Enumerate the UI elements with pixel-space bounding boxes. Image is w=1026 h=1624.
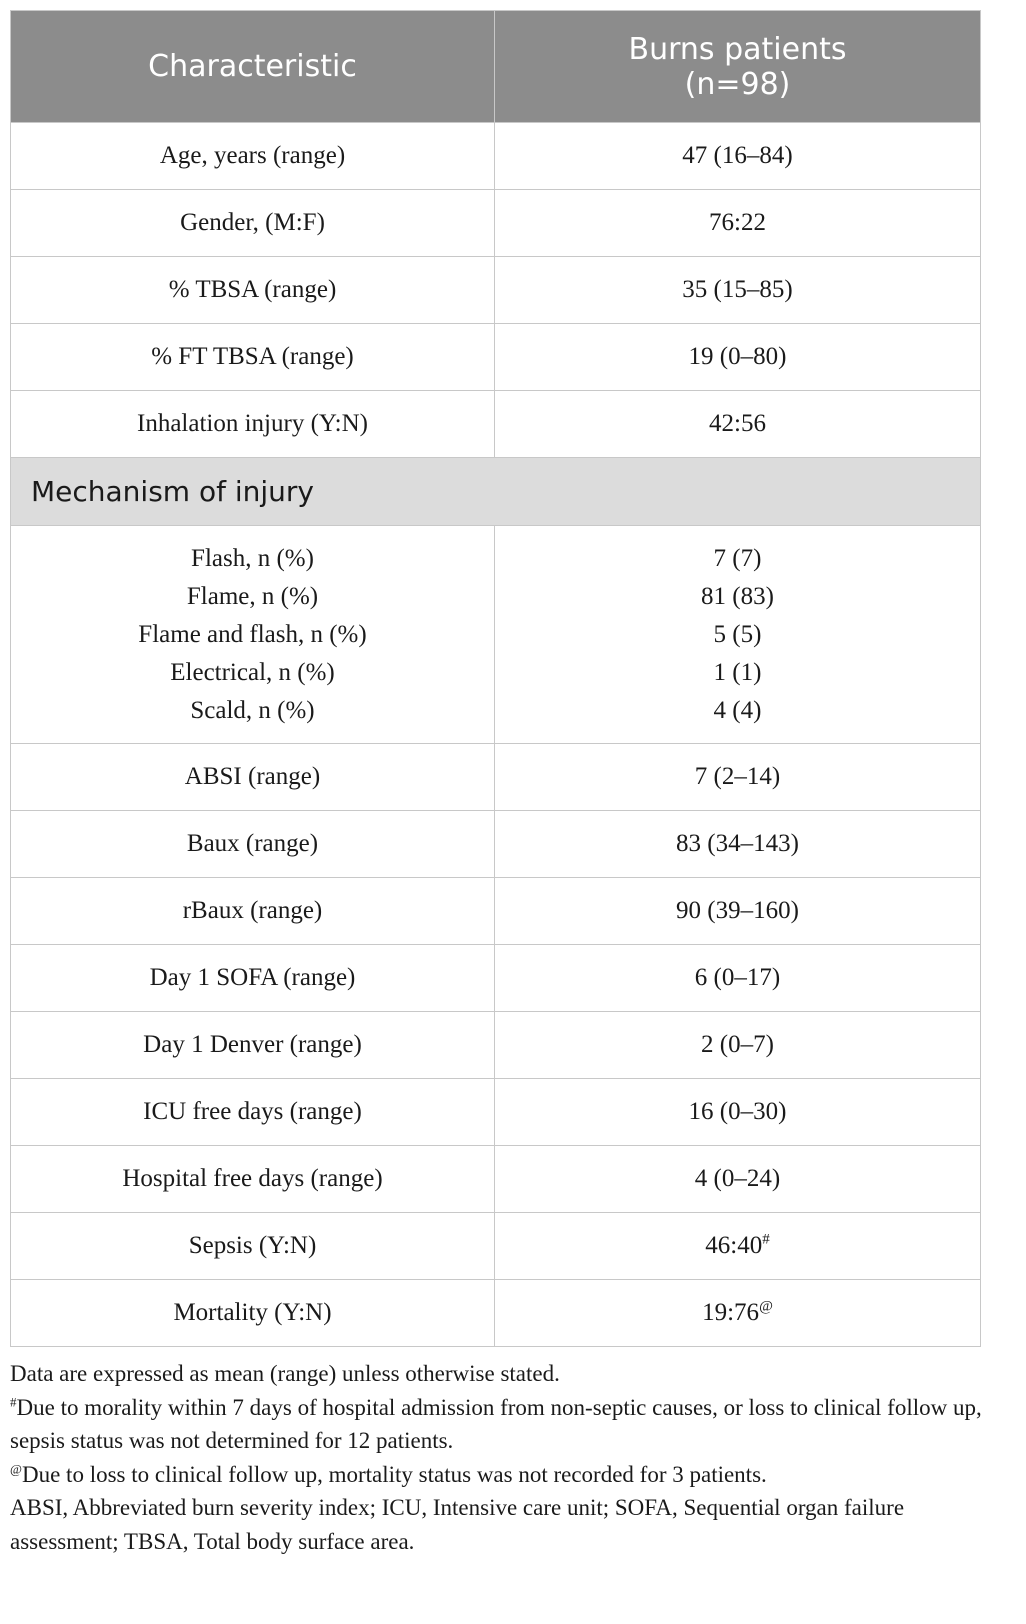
- footnote-mortality-text: Due to loss to clinical follow up, mortality status was not recorded for 3 patients.: [21, 1461, 767, 1487]
- mechanism-value: 4 (4): [713, 696, 762, 724]
- row-label: ABSI (range): [11, 744, 495, 811]
- table-row-tbsa: [11, 257, 981, 324]
- characteristics-table: [10, 10, 981, 1347]
- footnote-sepsis-text: Due to morality within 7 days of hospital admission from non-septic causes, or loss to clinical follow up, sepsis status was not determined for 12 patients.: [10, 1394, 982, 1453]
- section-row-mechanism: [11, 458, 981, 526]
- row-value: [495, 1280, 981, 1347]
- row-value: 2 (0–7): [495, 1012, 981, 1079]
- row-value: [495, 1213, 981, 1280]
- footnote-general: Data are expressed as mean (range) unless otherwise stated.: [10, 1361, 560, 1386]
- footnote-abbreviations: ABSI, Abbreviated burn severity index; ICU, Intensive care unit; SOFA, Sequential organ failure assessment; TBSA, Total body surface area.: [10, 1495, 905, 1554]
- table-row-rbaux: [11, 878, 981, 945]
- row-value: 4 (0–24): [495, 1146, 981, 1213]
- table-row-mortality: [11, 1280, 981, 1347]
- row-label: Mortality (Y:N): [11, 1280, 495, 1347]
- table-row-mechanism-list: [11, 526, 981, 744]
- footnote-sepsis: [10, 1391, 985, 1458]
- row-label: % TBSA (range): [11, 257, 495, 324]
- row-value: 83 (34–143): [495, 811, 981, 878]
- row-label: % FT TBSA (range): [11, 324, 495, 391]
- mortality-value: 19:76: [702, 1299, 760, 1326]
- mechanism-value: 81 (83): [701, 582, 774, 610]
- column-header-characteristic: Characteristic: [11, 11, 495, 123]
- mortality-footnote-mark: @: [759, 1298, 773, 1315]
- row-label: Hospital free days (range): [11, 1146, 495, 1213]
- row-label: Sepsis (Y:N): [11, 1213, 495, 1280]
- row-label: Baux (range): [11, 811, 495, 878]
- row-value: 35 (15–85): [495, 257, 981, 324]
- table-row-hospital-free-days: [11, 1146, 981, 1213]
- row-label: Gender, (M:F): [11, 190, 495, 257]
- mechanism-values: [495, 526, 981, 744]
- table-row-ft-tbsa: [11, 324, 981, 391]
- row-value: 47 (16–84): [495, 123, 981, 190]
- mechanism-label: Scald, n (%): [190, 696, 315, 724]
- mechanism-label: Flash, n (%): [191, 544, 314, 572]
- row-value: 42:56: [495, 391, 981, 458]
- column-header-burns-patients-line1: Burns patients: [628, 31, 847, 67]
- mechanism-label: Electrical, n (%): [170, 658, 335, 686]
- mechanism-value: 5 (5): [713, 620, 762, 648]
- row-label: Day 1 SOFA (range): [11, 945, 495, 1012]
- footnote-sepsis-mark: #: [10, 1393, 17, 1409]
- footnote-mortality-mark: @: [10, 1460, 22, 1476]
- row-label: Age, years (range): [11, 123, 495, 190]
- table-row-age: [11, 123, 981, 190]
- section-title: Mechanism of injury: [11, 458, 981, 526]
- table-row-day1-sofa: [11, 945, 981, 1012]
- table-row-sepsis: [11, 1213, 981, 1280]
- sepsis-value: 46:40: [705, 1232, 763, 1259]
- table-header-row: [11, 11, 981, 123]
- row-label: rBaux (range): [11, 878, 495, 945]
- column-header-burns-patients-line2: (n=98): [684, 66, 791, 102]
- table-row-inhalation-injury: [11, 391, 981, 458]
- row-value: 16 (0–30): [495, 1079, 981, 1146]
- table-row-day1-denver: [11, 1012, 981, 1079]
- row-value: 90 (39–160): [495, 878, 981, 945]
- table-row-absi: [11, 744, 981, 811]
- table-footnotes: [10, 1357, 985, 1558]
- mechanism-value: 1 (1): [713, 658, 762, 686]
- row-value: 76:22: [495, 190, 981, 257]
- row-label: ICU free days (range): [11, 1079, 495, 1146]
- row-value: 6 (0–17): [495, 945, 981, 1012]
- table-row-icu-free-days: [11, 1079, 981, 1146]
- table-row-gender: [11, 190, 981, 257]
- mechanism-label: Flame and flash, n (%): [138, 620, 367, 648]
- mechanism-label: Flame, n (%): [186, 582, 319, 610]
- footnote-mortality: [10, 1458, 985, 1492]
- column-header-burns-patients: [495, 11, 981, 123]
- mechanism-labels: [11, 526, 495, 744]
- row-label: Day 1 Denver (range): [11, 1012, 495, 1079]
- sepsis-footnote-mark: #: [762, 1231, 770, 1248]
- row-value: 7 (2–14): [495, 744, 981, 811]
- row-label: Inhalation injury (Y:N): [11, 391, 495, 458]
- table-row-baux: [11, 811, 981, 878]
- row-value: 19 (0–80): [495, 324, 981, 391]
- mechanism-value: 7 (7): [713, 544, 762, 572]
